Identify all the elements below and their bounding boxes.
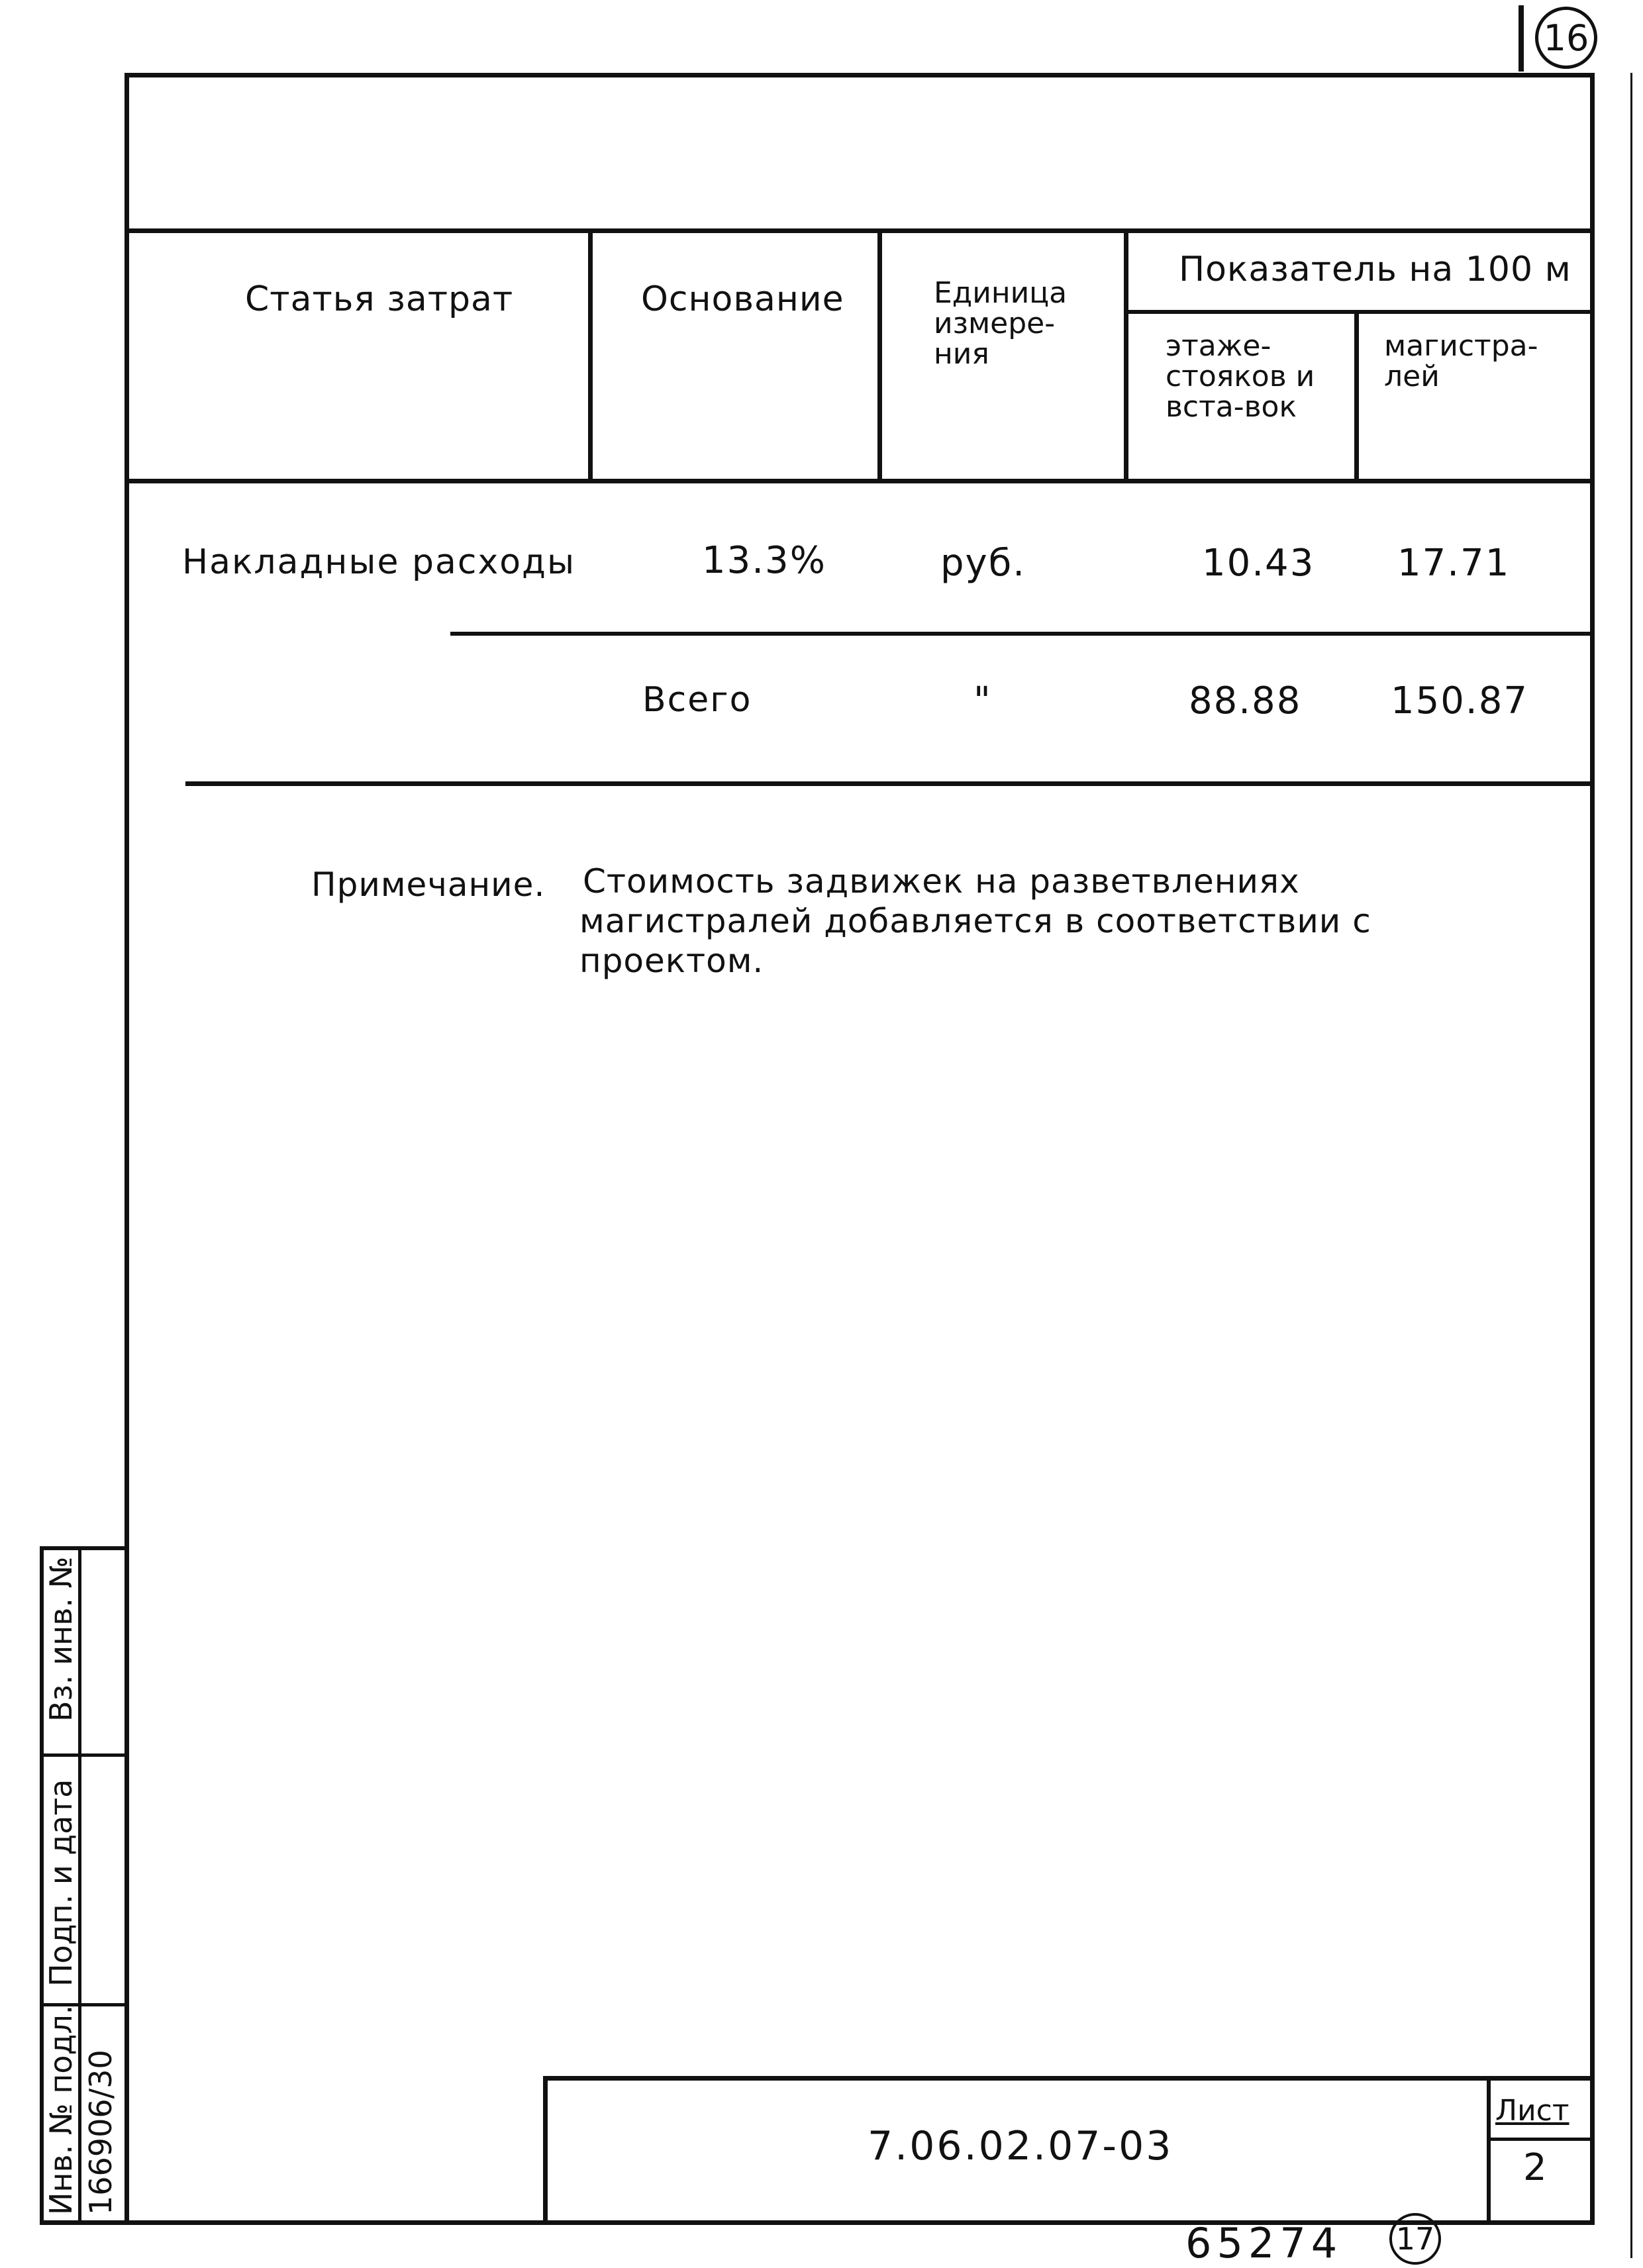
indicator-split-rule [1124,310,1595,314]
bottom-number: 65274 [1185,2219,1343,2267]
sheet-number: 2 [1523,2146,1547,2189]
header-indicator: Показатель на 100 м [1179,250,1571,289]
title-block-top [543,2076,1595,2081]
doc-code: 7.06.02.07-03 [868,2123,1173,2169]
table-bottom-rule [185,781,1595,786]
row-total-label: Всего [642,680,752,720]
header-cost-item: Статья затрат [245,279,514,319]
stamp-vz-inv-label: Вз. инв. № [43,1556,79,1722]
col-divider-4 [1354,310,1359,483]
frame-bottom [40,2220,1595,2225]
title-block-left [543,2076,548,2225]
note-line-3: проектом. [579,942,764,980]
row-overhead-unit: руб. [940,542,1026,585]
note-label: Примечание. [311,865,546,904]
col-divider-1 [588,228,593,483]
row-overhead-item: Накладные расходы [182,542,576,582]
row-total-risers: 88.88 [1189,679,1302,722]
note-line-1: Стоимость задвижек на разветвлениях [583,862,1300,901]
stamp-top-rule [40,1546,129,1550]
sheet-label: Лист [1495,2094,1569,2128]
row-separator [450,632,1595,636]
top-right-page-number [1535,7,1597,69]
bottom-circled-number-text: 17 [1395,2221,1435,2257]
row-overhead-risers: 10.43 [1202,542,1315,585]
header-top-rule [124,228,1595,233]
note-line-2: магистралей добавляется в соответствии с [579,902,1371,940]
top-right-mark-bar [1519,5,1524,72]
row-overhead-mains: 17.71 [1397,542,1511,585]
frame-top [124,73,1595,77]
col-divider-2 [877,228,882,483]
col-divider-3 [1124,228,1128,483]
top-right-page-number-text: 16 [1543,17,1589,59]
header-mains: магистра-лей [1384,329,1538,394]
frame-right [1590,73,1595,2225]
stamp-rule-1 [40,1753,129,1757]
title-block-sheet-rule [1487,2138,1595,2141]
title-block-sheet-divider [1487,2076,1491,2225]
header-basis: Основание [641,279,844,319]
stamp-inv-podl-label: Инв. № подл. [43,2004,79,2215]
header-unit: Единица измере-ния [934,276,1068,371]
outer-right-edge [1630,73,1632,2258]
header-risers: этаже-стояков и вста-вок [1166,329,1315,424]
header-bottom-rule [124,479,1595,483]
row-overhead-basis: 13.3% [702,539,826,582]
frame-left [124,73,129,2225]
row-total-unit: " [973,679,992,722]
stamp-inv-podl-value: 166906/30 [83,2049,119,2215]
bottom-circled-number [1389,2213,1441,2265]
row-total-mains: 150.87 [1391,679,1528,722]
stamp-podp-data-label: Подп. и дата [43,1779,79,1987]
